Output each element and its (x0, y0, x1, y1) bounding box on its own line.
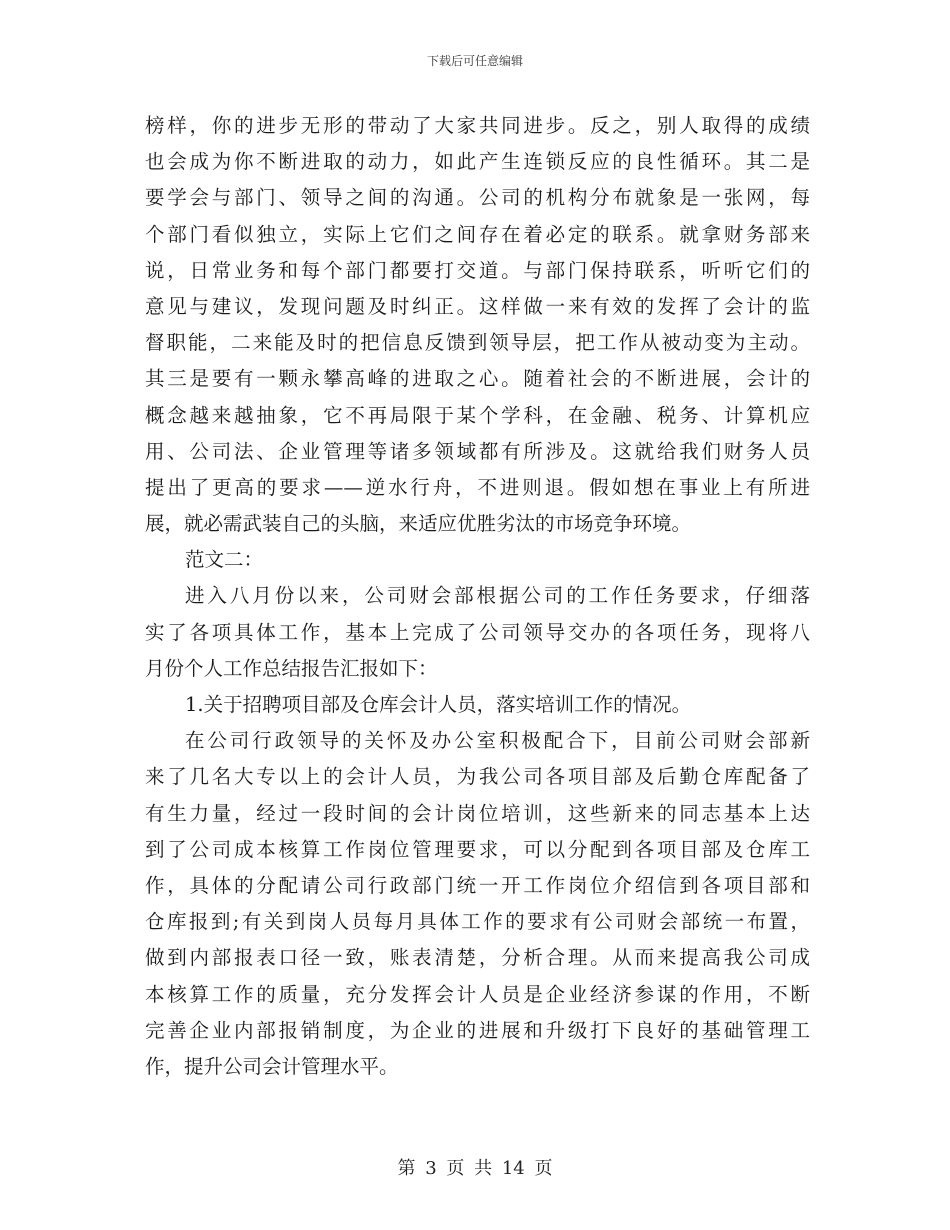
body-line: 实了各项具体工作，基本上完成了公司领导交办的各项任务，现将八 (145, 620, 810, 644)
body-line: 意见与建议，发现问题及时纠正。这样做一来有效的发挥了会计的监 (145, 294, 810, 318)
body-line: 概念越来越抽象，它不再局限于某个学科，在金融、税务、计算机应 (145, 403, 810, 427)
body-line: 说，日常业务和每个部门都要打交道。与部门保持联系，听听它们的 (145, 258, 810, 282)
body-line: 作，提升公司会计管理水平。 (145, 1054, 399, 1078)
body-line: 本核算工作的质量，充分发挥会计人员是企业经济参谋的作用，不断 (145, 982, 810, 1006)
body-line: 到了公司成本核算工作岗位管理要求，可以分配到各项目部及仓库工 (145, 837, 810, 861)
body-line: 个部门看似独立，实际上它们之间存在着必定的联系。就拿财务部来 (145, 222, 810, 246)
body-line: 用、公司法、企业管理等诸多领域都有所涉及。这就给我们财务人员 (145, 439, 810, 463)
body-line: 在公司行政领导的关怀及办公室积极配合下，目前公司财会部新 (185, 729, 810, 753)
list-item-heading: 1.关于招聘项目部及仓库会计人员，落实培训工作的情况。 (185, 693, 692, 716)
body-line: 完善企业内部报销制度，为企业的进展和升级打下良好的基础管理工 (145, 1018, 810, 1042)
body-line: 来了几名大专以上的会计人员，为我公司各项目部及后勤仓库配备了 (145, 765, 810, 789)
body-line: 有生力量，经过一段时间的会计岗位培训，这些新来的同志基本上达 (145, 801, 810, 825)
body-line: 展，就必需武装自己的头脑，来适应优胜劣汰的市场竞争环境。 (145, 512, 692, 536)
body-line: 榜样，你的进步无形的带动了大家共同进步。反之，别人取得的成绩 (145, 114, 810, 137)
page-header: 下载后可任意编辑 (426, 54, 523, 68)
body-line: 督职能，二来能及时的把信息反馈到领导层，把工作从被动变为主动。 (145, 331, 810, 355)
body-line: 做到内部报表口径一致，账表清楚，分析合理。从而来提高我公司成 (145, 946, 810, 970)
body-line: 作，具体的分配请公司行政部门统一开工作岗位介绍信到各项目部和 (145, 873, 810, 897)
page-number: 第 3 页 共 14 页 (397, 1158, 553, 1179)
body-line: 进入八月份以来，公司财会部根据公司的工作任务要求，仔细落 (185, 584, 810, 608)
body-line: 仓库报到;有关到岗人员每月具体工作的要求有公司财会部统一布置， (145, 910, 810, 934)
document-body (145, 108, 810, 1085)
body-line: 要学会与部门、领导之间的沟通。公司的机构分布就象是一张网，每 (145, 186, 810, 210)
section-heading: 范文二： (185, 548, 264, 572)
body-line: 月份个人工作总结报告汇报如下： (145, 656, 438, 680)
body-line: 提出了更高的要求——逆水行舟，不进则退。假如想在事业上有所进 (145, 475, 810, 499)
body-line: 其三是要有一颗永攀高峰的进取之心。随着社会的不断进展，会计的 (145, 367, 810, 391)
body-line: 也会成为你不断进取的动力，如此产生连锁反应的良性循环。其二是 (145, 150, 810, 174)
